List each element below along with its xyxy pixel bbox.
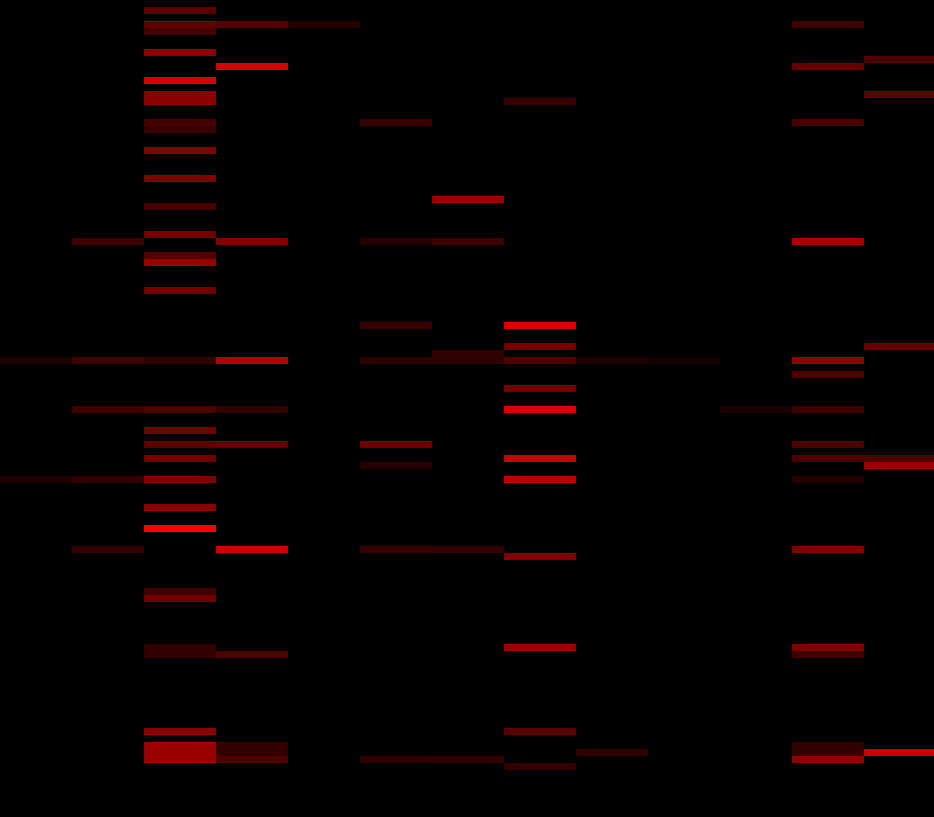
heatmap-cell xyxy=(864,91,934,98)
heatmap-cell xyxy=(144,595,216,602)
heatmap-cell xyxy=(144,644,216,651)
heatmap-cell xyxy=(504,553,576,560)
heatmap-cell xyxy=(792,742,864,749)
heatmap-cell xyxy=(432,196,504,203)
heatmap-cell xyxy=(792,357,864,364)
heatmap-cell xyxy=(216,357,288,364)
heatmap-cell xyxy=(144,441,216,448)
heatmap-cell xyxy=(144,427,216,434)
heatmap-cell xyxy=(216,742,288,749)
heatmap-cell xyxy=(216,651,288,658)
heatmap-cell xyxy=(504,763,576,770)
heatmap-cell xyxy=(504,98,576,105)
heatmap-cell xyxy=(216,238,288,245)
heatmap-cell xyxy=(144,504,216,511)
heatmap-cell xyxy=(144,91,216,98)
heatmap-cell xyxy=(792,756,864,763)
heatmap-cell xyxy=(144,749,216,756)
heatmap-cell xyxy=(360,756,432,763)
heatmap-cell xyxy=(72,357,144,364)
heatmap-cell xyxy=(144,357,216,364)
heatmap-cell xyxy=(72,406,144,413)
heatmap-cell xyxy=(360,441,432,448)
heatmap-cell xyxy=(504,357,576,364)
heatmap-cell xyxy=(792,371,864,378)
heatmap-cell xyxy=(720,406,792,413)
heatmap-cell xyxy=(144,252,216,259)
heatmap-cell xyxy=(504,455,576,462)
heatmap-cell xyxy=(144,119,216,126)
heatmap-cell xyxy=(360,119,432,126)
heatmap-cell xyxy=(144,203,216,210)
heatmap-cell xyxy=(144,455,216,462)
heatmap-cell xyxy=(864,462,934,469)
heatmap-cell xyxy=(144,406,216,413)
heatmap-cell xyxy=(792,651,864,658)
heatmap-cell xyxy=(432,756,504,763)
heatmap-cell xyxy=(432,350,504,357)
heatmap-cell xyxy=(864,749,934,756)
heatmap-cell xyxy=(792,119,864,126)
heatmap-cell xyxy=(216,63,288,70)
heatmap-cell xyxy=(288,21,360,28)
heatmap-cell xyxy=(144,476,216,483)
heatmap-cell xyxy=(792,238,864,245)
heatmap-cell xyxy=(144,98,216,105)
heatmap-cell xyxy=(144,756,216,763)
heatmap-cell xyxy=(144,49,216,56)
heatmap-cell xyxy=(792,455,864,462)
heatmap-cell xyxy=(144,7,216,14)
heatmap-cell xyxy=(144,728,216,735)
heatmap-cell xyxy=(360,322,432,329)
heatmap-cell xyxy=(144,287,216,294)
heatmap-cell xyxy=(144,28,216,35)
heatmap-cell xyxy=(216,406,288,413)
heatmap-cell xyxy=(792,406,864,413)
heatmap-cell xyxy=(144,588,216,595)
heatmap-cell xyxy=(576,749,648,756)
heatmap-cell xyxy=(792,21,864,28)
heatmap-cell xyxy=(144,147,216,154)
heatmap-cell xyxy=(648,357,720,364)
heatmap-cell xyxy=(144,651,216,658)
heatmap-cell xyxy=(432,357,504,364)
heatmap-cell xyxy=(144,742,216,749)
heatmap-cell xyxy=(792,749,864,756)
heatmap-cell xyxy=(504,406,576,413)
heatmap-cell xyxy=(792,441,864,448)
heatmap-cell xyxy=(432,238,504,245)
heatmap-cell xyxy=(0,476,72,483)
heatmap-cell xyxy=(360,546,432,553)
heatmap-cell xyxy=(72,546,144,553)
heatmap-cell xyxy=(576,357,648,364)
heatmap-cell xyxy=(72,238,144,245)
heatmap-cell xyxy=(144,259,216,266)
heatmap-cell xyxy=(360,238,432,245)
heatmap-cell xyxy=(792,644,864,651)
heatmap-cell xyxy=(144,525,216,532)
heatmap-cell xyxy=(504,385,576,392)
heatmap-cell xyxy=(504,476,576,483)
heatmap-cell xyxy=(864,56,934,63)
heatmap-cell xyxy=(792,63,864,70)
heatmap-cell xyxy=(144,175,216,182)
heatmap-cell xyxy=(864,343,934,350)
heatmap-cell xyxy=(360,357,432,364)
heatmap-cell xyxy=(216,546,288,553)
heatmap-cell xyxy=(504,644,576,651)
heatmap-cell xyxy=(216,749,288,756)
heatmap-cell xyxy=(144,77,216,84)
heatmap-cell xyxy=(792,546,864,553)
heatmap-cell xyxy=(504,728,576,735)
heatmap-cell xyxy=(360,462,432,469)
heatmap-cell xyxy=(216,21,288,28)
heatmap-cell xyxy=(144,21,216,28)
heatmap-cell xyxy=(864,455,934,462)
heatmap-cell xyxy=(0,357,72,364)
heatmap-cell xyxy=(216,756,288,763)
heatmap-cell xyxy=(144,231,216,238)
heatmap-cell xyxy=(504,322,576,329)
heatmap-cell xyxy=(216,441,288,448)
heatmap-cell xyxy=(144,126,216,133)
heatmap-cell xyxy=(792,476,864,483)
heatmap-cell xyxy=(504,343,576,350)
heatmap-cell xyxy=(72,476,144,483)
heatmap-cell xyxy=(432,546,504,553)
